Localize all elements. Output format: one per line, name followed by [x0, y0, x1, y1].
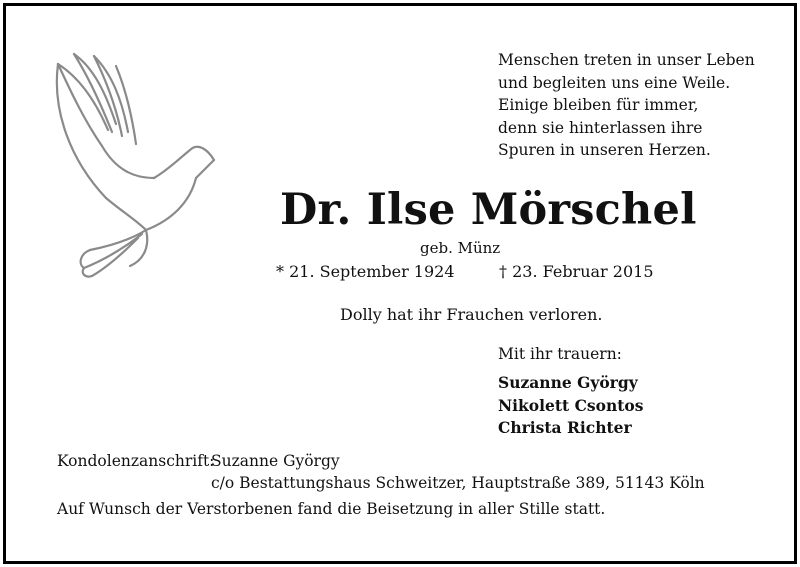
poem-line: und begleiten uns eine Weile. [498, 73, 731, 92]
condolence-address: c/o Bestattungshaus Schweitzer, Hauptstraße 389, 51143 Köln [211, 474, 705, 492]
mourner-name: Nikolett Csontos [498, 395, 644, 415]
mourner-name: Christa Richter [498, 418, 632, 437]
dove-icon [50, 50, 218, 280]
mourners-list [498, 372, 644, 440]
maiden-name: geb. Münz [420, 239, 501, 257]
poem [498, 49, 755, 162]
dog-line: Dolly hat ihr Frauchen verloren. [340, 305, 603, 324]
poem-line: Einige bleiben für immer, [498, 96, 699, 114]
deceased-name: Dr. Ilse Mörschel [280, 185, 697, 235]
poem-line: Menschen treten in unser Leben [498, 51, 755, 69]
birth-date: * 21. September 1924 [276, 262, 455, 281]
death-date: † 23. Februar 2015 [499, 262, 654, 281]
poem-line: Spuren in unseren Herzen. [498, 141, 711, 159]
mourning-heading: Mit ihr trauern: [498, 345, 622, 363]
poem-line: denn sie hinterlassen ihre [498, 118, 703, 137]
condolence-name: Suzanne György [211, 452, 340, 470]
mourner-name: Suzanne György [498, 373, 638, 392]
burial-note: Auf Wunsch der Verstorbenen fand die Beisetzung in aller Stille statt. [57, 500, 606, 518]
condolence-label: Kondolenzanschrift: [57, 452, 215, 470]
